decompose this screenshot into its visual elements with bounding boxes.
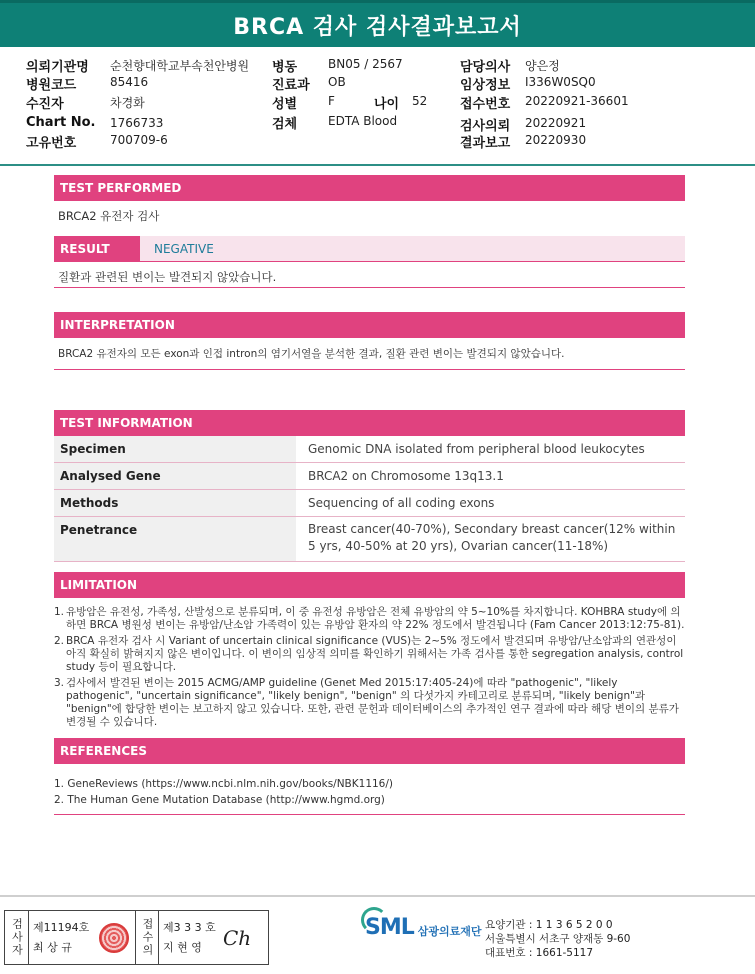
value-department: OB [328,75,346,89]
label-institution: 의뢰기관명 [26,60,89,75]
value-unique-no: 700709-6 [110,133,168,147]
test-performed-heading: TEST PERFORMED [54,175,685,201]
org-contact-info [485,918,630,960]
limitation-heading: LIMITATION [54,572,685,598]
value-sex: F [328,94,335,108]
item-text: 유방암은 유전성, 가족성, 산발성으로 분류되며, 이 중 유전성 유방암은 전체 유방암의 약 5~10%를 차지합니다. KOHBRA study에 의하면 BRCA 병원성 변이는 유방암/난소암 가족력이 있는 유방암 환자의 약 22% 정도에서 발견됩니다 (Fam Cancer 2013:12:75-81). [66,606,685,631]
limitation-section [54,572,685,739]
sml-swoosh-icon [361,907,387,933]
row-key: Specimen [54,436,296,463]
examiner-label-text: 검사자 [10,918,24,957]
label-doctor: 담당의사 [460,60,511,75]
item-number: 1. [54,606,65,618]
value-hospital-code: 85416 [110,75,149,89]
item-number: 3. [54,677,65,689]
label-receipt-no: 접수번호 [460,97,511,112]
label-unique-no: 고유번호 [26,136,77,151]
label-clinical-info: 임상정보 [460,78,511,93]
approver-label-text: 접수의 [141,918,154,957]
approver-license-no: 제3 3 3 호 [163,920,216,934]
row-value: Sequencing of all coding exons [296,490,685,517]
table-row [54,436,685,463]
result-heading: RESULT [54,236,140,262]
interpretation-heading: INTERPRETATION [54,312,685,338]
value-patient: 차경화 [110,96,145,110]
row-value: Breast cancer(40-70%), Secondary breast cancer(12% within 5 yrs, 40-50% at 20 yrs), Ovarian cancer(11-18%) [296,517,685,562]
approver-signature: Ch [223,925,252,950]
label-report-date: 결과보고 [460,136,511,151]
value-clinical-info: I336W0SQ0 [525,75,596,89]
test-performed-section [54,175,685,230]
item-text: BRCA 유전자 검사 시 Variant of uncertain clinical significance (VUS)는 2~5% 정도에서 발견되며 유방암/난소암과의 연관성이 아직 확실히 밝혀지지 않은 변이입니다. 이 변이의 임상적 의미를 확인하기 위해서는 가족 검사를 통한 segregation analysis, control study 등이 필요합니다. [66,635,684,673]
row-key: Methods [54,490,296,517]
list-item [54,635,685,674]
result-section [54,236,685,288]
org-code: 요양기관 : 1 1 3 6 5 2 0 0 [485,919,613,931]
approver-name: 지 현 영 [163,940,202,954]
result-value: NEGATIVE [140,236,685,262]
item-text: 검사에서 발견된 변이는 2015 ACMG/AMP guideline (Genet Med 2015:17:405-24)에 따라 "pathogenic", "likely pathogenic", "uncertain significance", "likely benign", "benign" 의 다섯가지 카테고리로 분류되며, "likely benign"과 "benign"에 합당한 변이는 보고하지 않고 있습니다. 또한, 관련 문헌과 데이터베이스의 추가적인 연구 결과에 따라 해당 변이의 분류가 변경될 수 있습니다. [66,677,679,728]
row-key: Analysed Gene [54,463,296,490]
row-value: Genomic DNA isolated from peripheral blood leukocytes [296,436,685,463]
sml-logo-text: SML [365,915,414,940]
test-information-table [54,436,685,562]
examiner-license-no: 제11194호 [33,920,90,934]
test-performed-body: BRCA2 유전자 검사 [58,209,160,223]
org-name: 삼광의료재단 [417,924,482,938]
reference-item: 1. GeneReviews (https://www.ncbi.nlm.nih.gov/books/NBK1116/) [54,778,393,790]
item-number: 2. [54,635,65,647]
references-list [54,764,685,815]
label-ward: 병동 [272,60,298,75]
interpretation-section [54,312,685,370]
footer-divider [0,895,755,897]
label-request-date: 검사의뢰 [460,119,511,134]
result-header [54,236,685,262]
approver-label [135,911,159,964]
table-row [54,517,685,562]
value-doctor: 양은정 [525,59,560,73]
row-value: BRCA2 on Chromosome 13q13.1 [296,463,685,490]
report-title: BRCA 검사 검사결과보고서 [233,14,522,40]
value-chart-no: 1766733 [110,116,164,130]
references-section [54,738,685,815]
sml-logo [365,915,482,940]
report-title-bar [0,0,755,47]
value-request-date: 20220921 [525,116,587,130]
examiner-seal-icon [99,923,129,953]
value-institution: 순천향대학교부속천안병원 [110,59,250,73]
examiner-name: 최 상 규 [33,940,72,954]
test-information-heading: TEST INFORMATION [54,410,685,436]
test-information-section [54,410,685,562]
value-ward: BN05 / 2567 [328,57,403,71]
org-phone: 대표번호 : 1661-5117 [485,947,594,959]
examiner-label [5,911,29,964]
result-body: 질환과 관련된 변이는 발견되지 않았습니다. [54,262,685,288]
label-department: 진료과 [272,78,310,93]
value-report-date: 20220930 [525,133,587,147]
list-item [54,606,685,632]
label-hospital-code: 병원코드 [26,78,77,93]
value-age: 52 [412,94,428,108]
label-patient: 수진자 [26,97,64,112]
references-heading: REFERENCES [54,738,685,764]
limitation-list [54,598,685,739]
row-key: Penetrance [54,517,296,562]
approver-info [159,911,221,964]
table-row [54,490,685,517]
value-specimen: EDTA Blood [328,114,398,128]
org-address: 서울특별시 서초구 양재동 9-60 [485,933,631,945]
list-item [54,677,685,729]
value-receipt-no: 20220921-36601 [525,94,629,108]
reference-item: 2. The Human Gene Mutation Database (http://www.hgmd.org) [54,794,385,806]
label-sex: 성별 [272,97,298,112]
signature-box [4,910,269,965]
label-chart-no: Chart No. [26,115,96,130]
table-row [54,463,685,490]
examiner-info [29,911,95,964]
patient-info-grid [0,54,755,166]
label-age: 나이 [374,97,400,112]
interpretation-body: BRCA2 유전자의 모든 exon과 인접 intron의 염기서열을 분석한 결과, 질환 관련 변이는 발견되지 않았습니다. [54,338,685,370]
label-specimen: 검체 [272,117,298,132]
